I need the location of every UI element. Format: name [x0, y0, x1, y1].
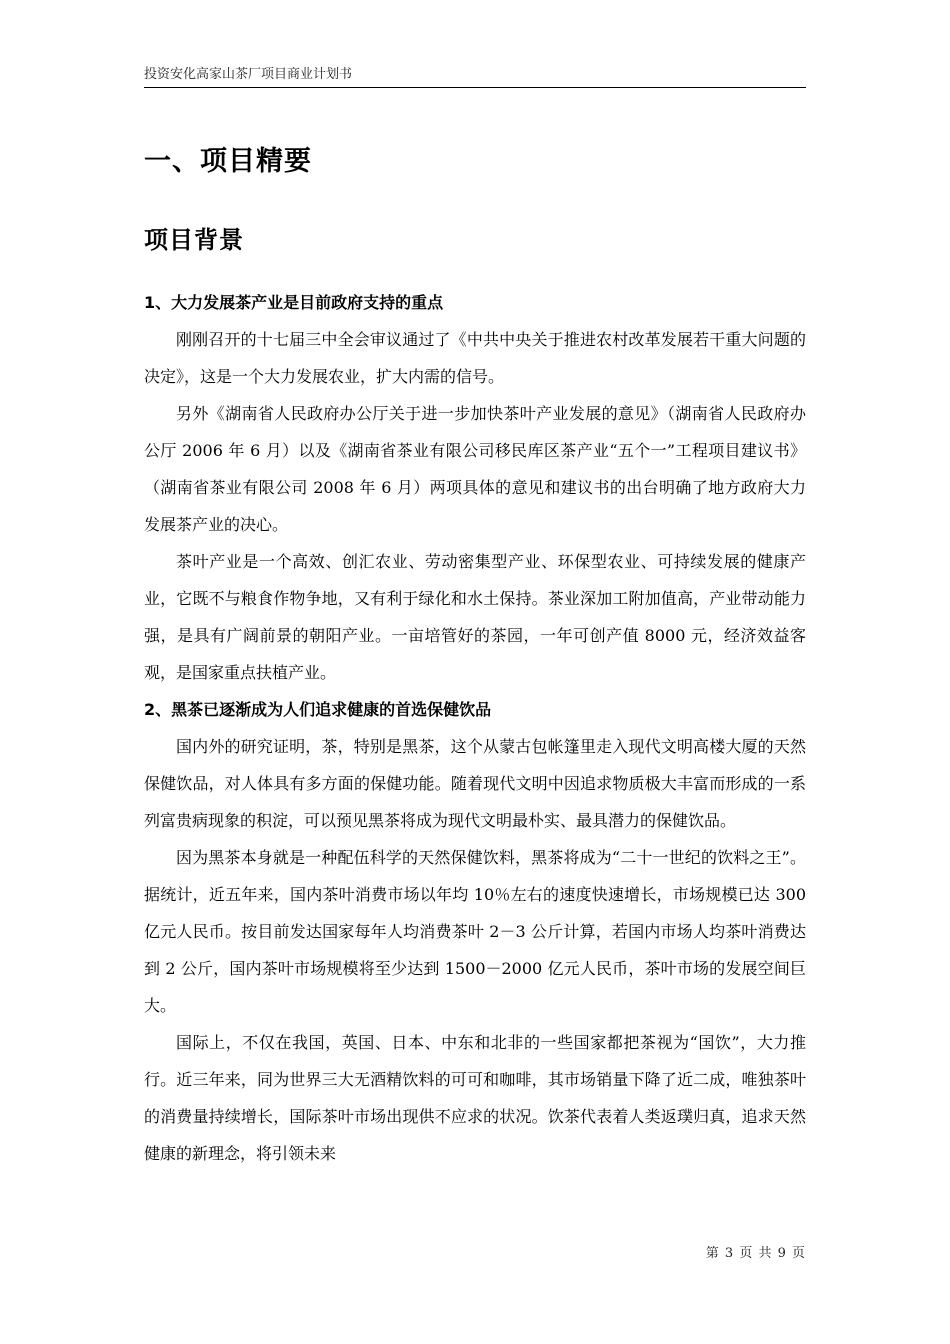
paragraph: 国际上，不仅在我国，英国、日本、中东和北非的一些国家都把茶视为“国饮”，大力推行。近三年来，同为世界三大无酒精饮料的可可和咖啡，其市场销量下降了近二成，唯独茶叶的消费量持续增长，国际茶叶市场出现供不应求的状况。饮茶代表着人类返璞归真，追求天然健康的新理念，将引领未来 — [144, 1033, 806, 1163]
page-number: 第 3 页 共 9 页 — [705, 1246, 806, 1261]
paragraph: 国内外的研究证明，茶，特别是黑茶，这个从蒙古包帐篷里走入现代文明高楼大厦的天然保健饮品，对人体具有多方面的保健功能。随着现代文明中因追求物质极大丰富而形成的一系列富贵病现象的积淀，可以预见黑茶将成为现代文明最朴实、最具潜力的保健饮品。 — [144, 737, 806, 830]
block-policy-support — [144, 284, 806, 691]
paragraph: 因为黑茶本身就是一种配伍科学的天然保健饮料，黑茶将成为“二十一世纪的饮料之王”。据统计，近五年来，国内茶叶消费市场以年均 10％左右的速度快速增长，市场规模已达 300 亿元人民币。按目前发达国家每年人均消费茶叶 2－3 公斤计算，若国内市场人均茶叶消费达到 2 公斤，国内茶叶市场规模将至少达到 1500－2000 亿元人民币，茶叶市场的发展空间巨大。 — [144, 848, 806, 1015]
subsection-heading: 项目背景 — [144, 226, 244, 254]
running-header: 投资安化高家山茶厂项目商业计划书 — [144, 66, 806, 88]
section-heading: 一、项目精要 — [144, 146, 312, 177]
page-content — [144, 140, 806, 1172]
paragraph: 刚刚召开的十七届三中全会审议通过了《中共中央关于推进农村改革发展若干重大问题的决定》，这是一个大力发展农业，扩大内需的信号。 — [144, 330, 806, 386]
paragraph: 茶叶产业是一个高效、创汇农业、劳动密集型产业、环保型农业、可持续发展的健康产业，它既不与粮食作物争地，又有利于绿化和水土保持。茶业深加工附加值高，产业带动能力强，是具有广阔前景的朝阳产业。一亩培管好的茶园，一年可创产值 8000 元，经济效益客观，是国家重点扶植产业。 — [144, 552, 806, 682]
block-heading: 2、黑茶已逐渐成为人们追求健康的首选保健饮品 — [144, 700, 492, 719]
block-dark-tea-health — [144, 691, 806, 1172]
block-heading: 1、大力发展茶产业是目前政府支持的重点 — [144, 293, 444, 312]
paragraph: 另外《湖南省人民政府办公厅关于进一步加快茶叶产业发展的意见》（湖南省人民政府办公厅 2006 年 6 月）以及《湖南省茶业有限公司移民库区茶产业“五个一”工程项目建议书》（湖南省茶业有限公司 2008 年 6 月）两项具体的意见和建议书的出台明确了地方政府大力发展茶产业的决心。 — [144, 404, 806, 534]
